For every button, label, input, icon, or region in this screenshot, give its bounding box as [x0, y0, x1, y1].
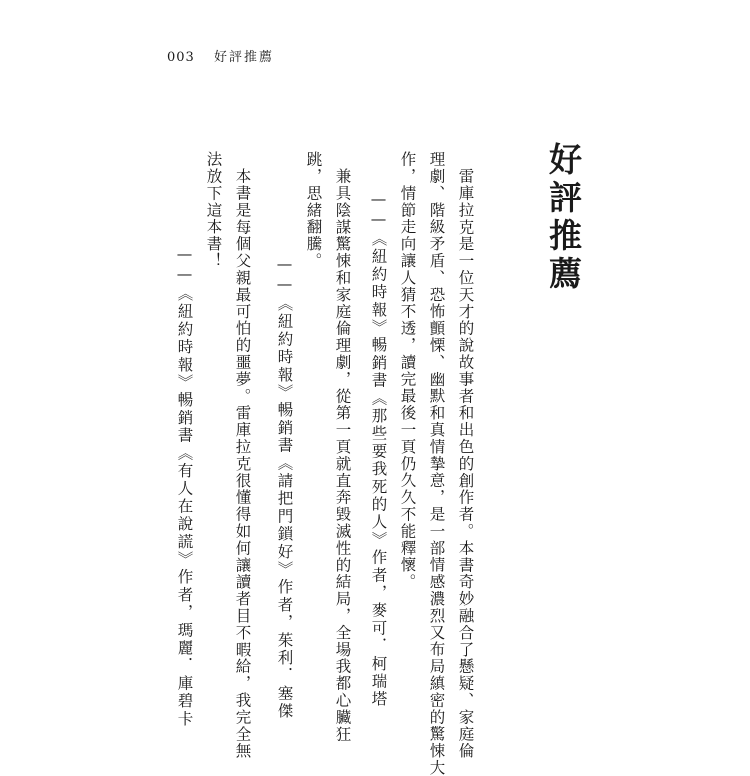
- review-3-line-2: 法放下這本書！: [204, 151, 223, 270]
- review-1-attribution: ——《紐約時報》暢銷書《那些要我死的人》作者，麥可．柯瑞塔: [369, 190, 388, 709]
- section-name: 好評推薦: [213, 50, 274, 65]
- review-3-line-1: 本書是每個父親最可怕的噩夢。雷庫拉克很懂得如何讓讀者目不暇給，我完全無: [233, 168, 252, 760]
- review-2-attribution: ——《紐約時報》暢銷書《請把門鎖好》作者，茱利．塞傑: [275, 255, 294, 721]
- running-header: [167, 50, 274, 66]
- review-2-line-2: 跳，思緒翻騰。: [304, 151, 323, 270]
- review-1-line-2: 理劇、階級矛盾、恐怖顫慄、幽默和真情摯意，是一部情感濃烈又布局縝密的驚悚大: [427, 151, 446, 776]
- review-2-line-1: 兼具陰謀驚悚和家庭倫理劇，從第一頁就直奔毀滅性的結局，全場我都心臟狂: [333, 168, 352, 743]
- page-number: 003: [167, 50, 195, 65]
- review-1-line-1: 雷庫拉克是一位天才的說故事者和出色的創作者。本書奇妙融合了懸疑、家庭倫: [456, 168, 475, 760]
- review-3-attribution: ——《紐約時報》暢銷書《有人在說謊》作者，瑪麗．庫碧卡: [175, 245, 194, 728]
- review-1-line-3: 作，情節走向讓人猜不透，讀完最後一頁仍久久不能釋懷。: [398, 151, 417, 591]
- page-title: 好評推薦: [544, 142, 583, 294]
